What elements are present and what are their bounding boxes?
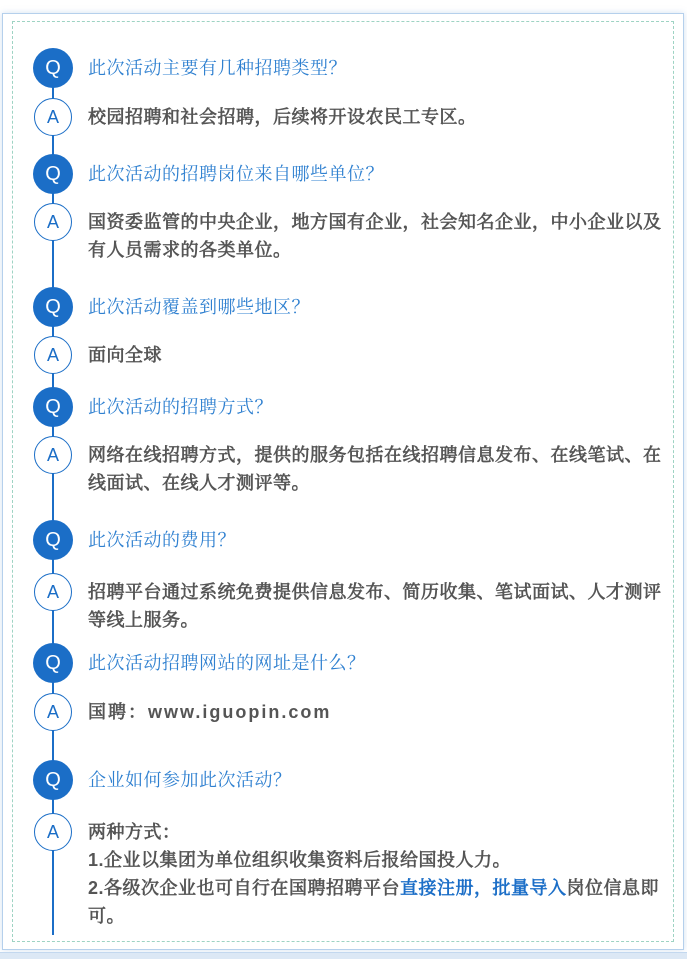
a-badge-icon: A bbox=[34, 336, 72, 374]
answer-text: 面向全球 bbox=[88, 345, 162, 365]
q-badge-icon: Q bbox=[33, 48, 73, 88]
question-row bbox=[33, 160, 666, 194]
answer-line-intro: 两种方式： bbox=[88, 822, 181, 842]
answer-row bbox=[33, 818, 666, 930]
question-row bbox=[33, 649, 666, 683]
answer-line-option2 bbox=[88, 874, 666, 930]
a-badge-icon: A bbox=[34, 813, 72, 851]
question-text: 此次活动的招聘方式？ bbox=[88, 397, 273, 417]
a-badge-icon: A bbox=[34, 436, 72, 474]
answer-line-option2-suffix: 岗位信息即可。 bbox=[88, 878, 660, 926]
question-text: 此次活动主要有几种招聘类型？ bbox=[88, 58, 347, 78]
answer-row bbox=[33, 208, 666, 264]
answer-text: 国资委监管的中央企业，地方国有企业，社会知名企业，中小企业以及有人员需求的各类单位。 bbox=[88, 212, 662, 260]
answer-row bbox=[33, 441, 666, 497]
a-badge-icon: A bbox=[34, 98, 72, 136]
answer-text-website: 国聘：www.iguopin.com bbox=[88, 702, 332, 722]
question-row bbox=[33, 393, 666, 427]
a-badge-icon: A bbox=[34, 203, 72, 241]
q-badge-icon: Q bbox=[33, 387, 73, 427]
question-row bbox=[33, 293, 666, 327]
answer-line-option1: 1.企业以集团为单位组织收集资料后报给国投人力。 bbox=[88, 850, 512, 870]
question-row bbox=[33, 526, 666, 560]
question-text: 此次活动的招聘岗位来自哪些单位？ bbox=[88, 164, 384, 184]
answer-row bbox=[33, 698, 666, 731]
question-text: 此次活动的费用？ bbox=[88, 530, 236, 550]
a-badge-icon: A bbox=[34, 693, 72, 731]
answer-line-option2-prefix: 2.各级次企业也可自行在国聘招聘平台 bbox=[88, 878, 401, 898]
answer-row bbox=[33, 578, 666, 634]
qa-list bbox=[33, 54, 666, 930]
question-text: 此次活动招聘网站的网址是什么？ bbox=[88, 653, 366, 673]
bottom-strip bbox=[0, 952, 687, 959]
answer-text: 网络在线招聘方式，提供的服务包括在线招聘信息发布、在线笔试、在线面试、在线人才测评等。 bbox=[88, 445, 662, 493]
question-text: 企业如何参加此次活动？ bbox=[88, 770, 292, 790]
answer-row bbox=[33, 103, 666, 136]
question-row bbox=[33, 54, 666, 88]
q-badge-icon: Q bbox=[33, 520, 73, 560]
q-badge-icon: Q bbox=[33, 154, 73, 194]
answer-text bbox=[88, 818, 666, 930]
answer-text: 招聘平台通过系统免费提供信息发布、简历收集、笔试面试、人才测评等线上服务。 bbox=[88, 582, 662, 630]
q-badge-icon: Q bbox=[33, 760, 73, 800]
q-badge-icon: Q bbox=[33, 287, 73, 327]
q-badge-icon: Q bbox=[33, 643, 73, 683]
a-badge-icon: A bbox=[34, 573, 72, 611]
question-row bbox=[33, 766, 666, 800]
answer-row bbox=[33, 341, 666, 374]
question-text: 此次活动覆盖到哪些地区？ bbox=[88, 297, 310, 317]
answer-text: 校园招聘和社会招聘，后续将开设农民工专区。 bbox=[88, 107, 477, 127]
register-import-link[interactable]: 直接注册，批量导入 bbox=[400, 878, 567, 898]
